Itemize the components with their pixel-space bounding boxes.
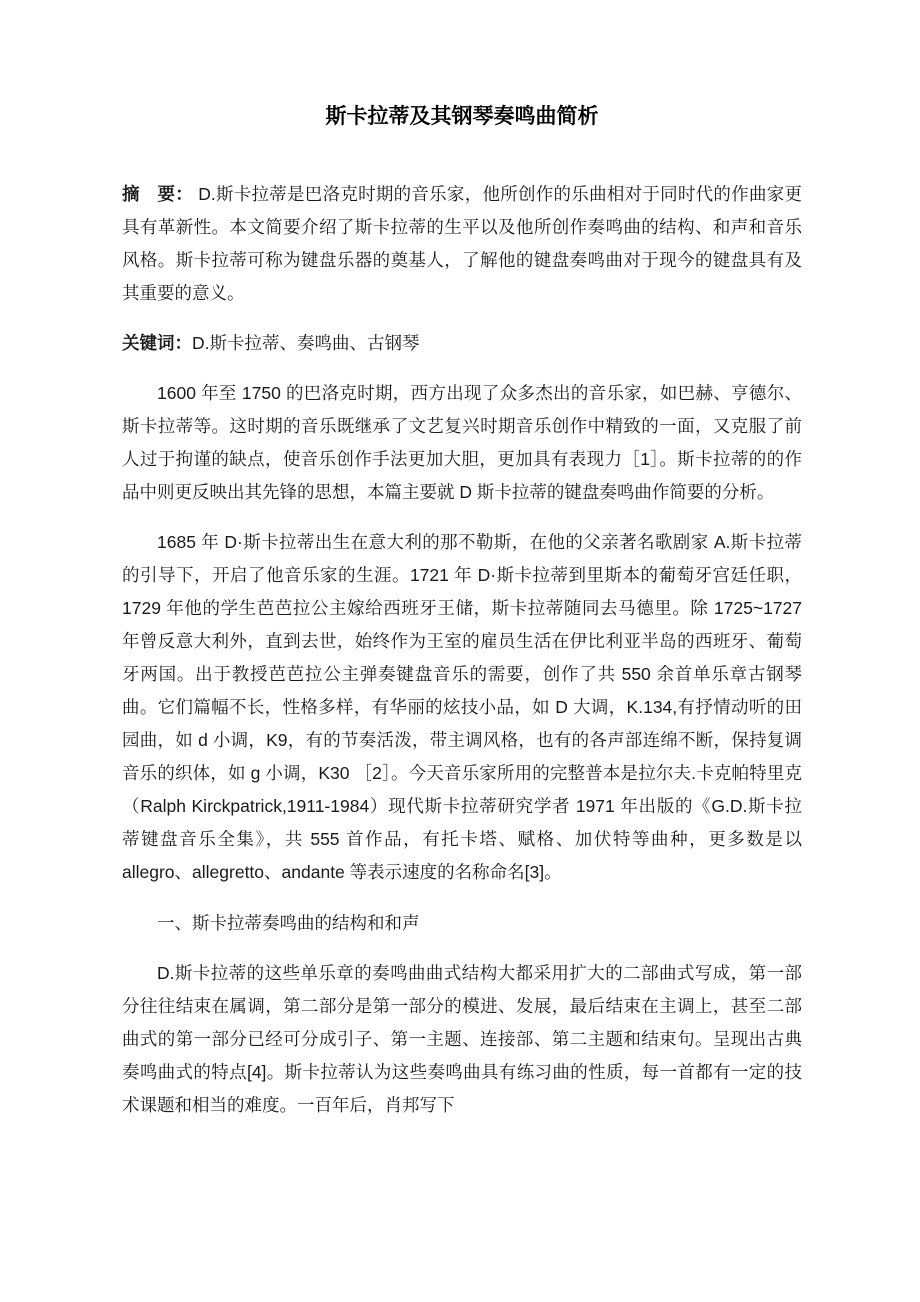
keywords-label: 关键词： — [122, 333, 192, 353]
abstract-label: 摘 要： — [122, 184, 194, 204]
body-paragraph-1: 1600 年至 1750 的巴洛克时期，西方出现了众多杰出的音乐家，如巴赫、亨德尔、斯卡拉蒂等。这时期的音乐既继承了文艺复兴时期音乐创作中精致的一面，又克服了前人过于拘谨的缺点，使音乐创作手法更加大胆，更加具有表现力［1］。斯卡拉蒂的的作品中则更反映出其先锋的思想，本篇主要就 D 斯卡拉蒂的键盘奏鸣曲作简要的分析。 — [122, 383, 802, 502]
document-title: 斯卡拉蒂及其钢琴奏鸣曲简析 — [325, 105, 599, 128]
section-paragraph-1: D.斯卡拉蒂的这些单乐章的奏鸣曲曲式结构大都采用扩大的二部曲式写成，第一部分往往结束在属调，第二部分是第一部分的模进、发展，最后结束在主调上，甚至二部曲式的第一部分已经可分成引子、第一主题、连接部、第二主题和结束句。呈现出古典奏鸣曲式的特点[4]。斯卡拉蒂认为这些奏鸣曲具有练习曲的性质，每一首都有一定的技术课题和相当的难度。一百年后，肖邦写下 — [122, 963, 802, 1115]
keywords-paragraph — [122, 327, 802, 360]
keywords-text: D.斯卡拉蒂、奏鸣曲、古钢琴 — [192, 333, 420, 353]
abstract-text: D.斯卡拉蒂是巴洛克时期的音乐家，他所创作的乐曲相对于同时代的作曲家更具有革新性。本文简要介绍了斯卡拉蒂的生平以及他所创作奏鸣曲的结构、和声和音乐风格。斯卡拉蒂可称为键盘乐器的奠基人，了解他的键盘奏鸣曲对于现今的键盘具有及其重要的意义。 — [122, 184, 802, 303]
body-paragraph-2: 1685 年 D·斯卡拉蒂出生在意大利的那不勒斯，在他的父亲著名歌剧家 A.斯卡拉蒂的引导下，开启了他音乐家的生涯。1721 年 D·斯卡拉蒂到里斯本的葡萄牙宫廷任职，1729 年他的学生芭芭拉公主嫁给西班牙王储，斯卡拉蒂随同去马德里。除 1725~1727 年曾反意大利外，直到去世，始终作为王室的雇员生活在伊比利亚半岛的西班牙、葡萄牙两国。出于教授芭芭拉公主弹奏键盘音乐的需要，创作了共 550 余首单乐章古钢琴曲。它们篇幅不长，性格多样，有华丽的炫技小品，如 D 大调，K.134,有抒情动听的田园曲，如 d 小调，K9，有的节奏活泼，带主调风格，也有的各声部连绵不断，保持复调音乐的织体，如 g 小调，K30 ［2］。今天音乐家所用的完整普本是拉尔夫.卡克帕特里克（Ralph Kirckpatrick,1911-1984）现代斯卡拉蒂研究学者 1971 年出版的《G.D.斯卡拉蒂键盘音乐全集》，共 555 首作品，有托卡塔、赋格、加伏特等曲种，更多数是以 allegro、allegretto、andante 等表示速度的名称命名[3]。 — [122, 532, 802, 882]
section-heading: 一、斯卡拉蒂奏鸣曲的结构和和声 — [157, 913, 420, 933]
abstract-paragraph — [122, 178, 802, 310]
